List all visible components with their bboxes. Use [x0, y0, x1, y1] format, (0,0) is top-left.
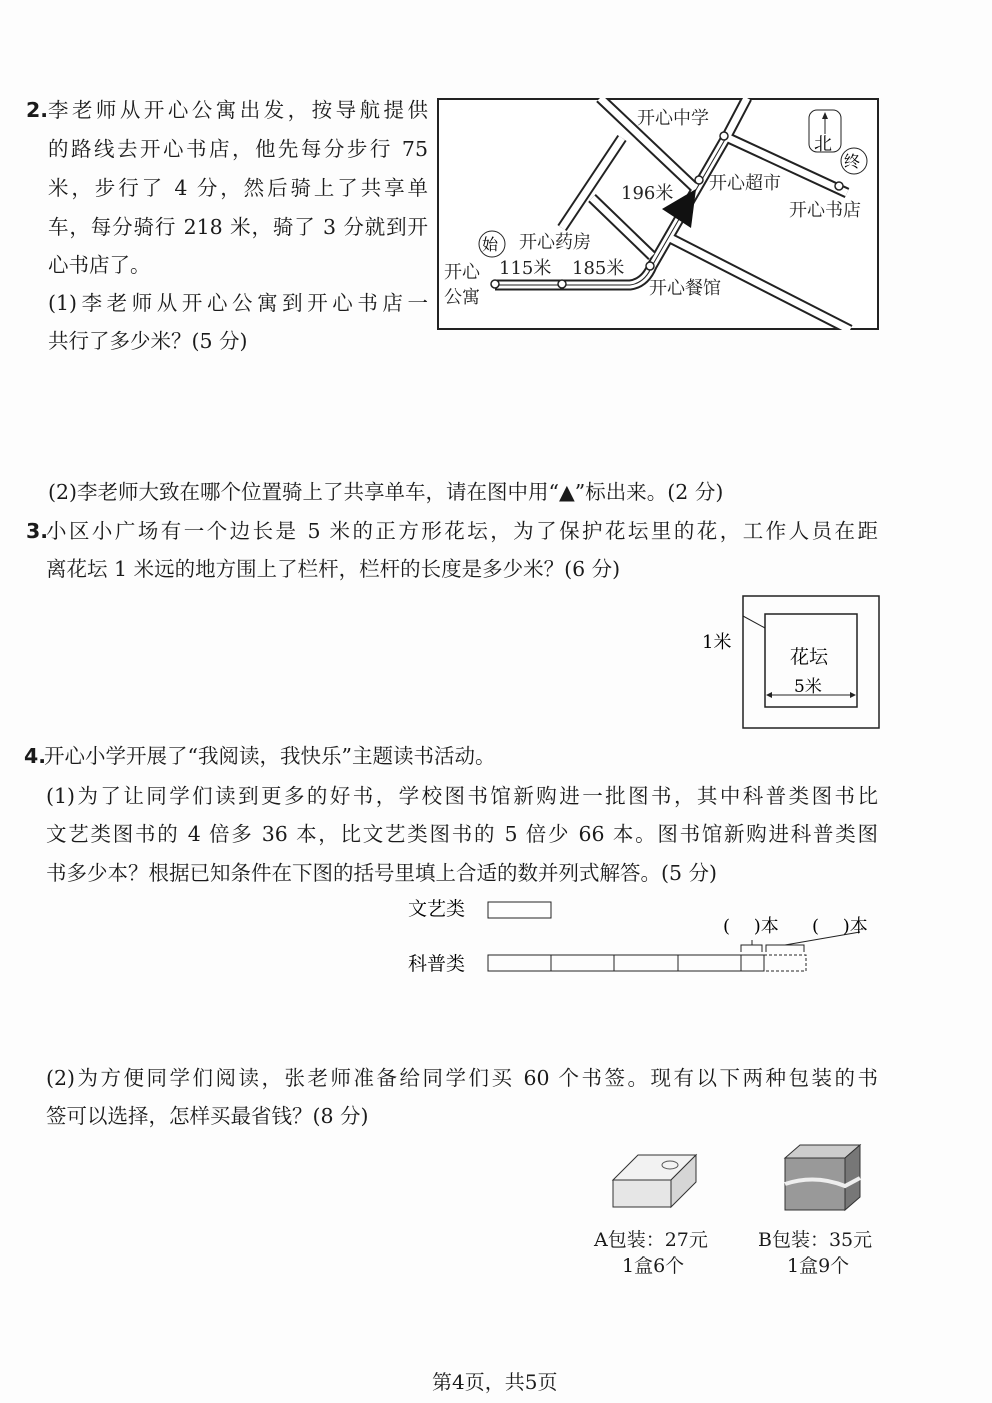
q3-number: 3.: [26, 519, 49, 543]
q2-text: 心书店了。: [48, 253, 151, 277]
q4-part2: (2)为方便同学们阅读，张老师准备给同学们买 60 个书签。现有以下两种包装的书: [46, 1066, 878, 1090]
package-b-price: B包装：35元: [758, 1229, 873, 1251]
package-a-qty: 1盒6个: [622, 1255, 685, 1277]
svg-text:开心书店: 开心书店: [789, 200, 861, 221]
q2-text: 米，步行了 4 分，然后骑上了共享单: [48, 176, 428, 200]
package-a-price: A包装：27元: [594, 1229, 708, 1251]
package-a-image: [608, 1145, 703, 1215]
q4-part1: 文艺类图书的 4 倍多 36 本，比文艺类图书的 5 倍少 66 本。图书馆新购进科普类图: [46, 822, 878, 846]
q2-text: 车，每分骑行 218 米，骑了 3 分就到开: [48, 215, 428, 239]
svg-text:开心中学: 开心中学: [637, 108, 709, 129]
q2-part1: 共行了多少米？(5 分): [48, 329, 248, 353]
page-footer: 第4页，共5页: [432, 1370, 558, 1394]
svg-text:开心餐馆: 开心餐馆: [649, 278, 721, 299]
svg-text:( )本: ( )本: [723, 916, 779, 937]
route-map: [437, 98, 879, 330]
flowerbed-figure: [700, 592, 885, 732]
svg-text:开心超市: 开心超市: [709, 173, 781, 194]
svg-text:终: 终: [844, 152, 861, 171]
svg-text:公寓: 公寓: [444, 287, 480, 308]
package-b-image: [780, 1140, 870, 1215]
q2-text: 李老师从开心公寓出发，按导航提供: [48, 98, 428, 122]
svg-text:196米: 196米: [621, 183, 674, 204]
bar-diagram: [400, 890, 890, 990]
svg-text:科普类: 科普类: [408, 953, 466, 975]
svg-text:1米: 1米: [702, 632, 732, 653]
svg-text:开心: 开心: [444, 262, 480, 283]
svg-text:( )本: ( )本: [812, 916, 868, 937]
q4-part1: 书多少本？根据已知条件在下图的括号里填上合适的数并列式解答。(5 分): [46, 861, 718, 885]
svg-text:花坛: 花坛: [790, 646, 829, 668]
svg-text:北: 北: [814, 134, 832, 155]
q4-part1: (1)为了让同学们读到更多的好书，学校图书馆新购进一批图书，其中科普类图书比: [46, 784, 878, 808]
q2-text: 的路线去开心书店，他先每分步行 75: [48, 137, 428, 161]
q3-text: 小区小广场有一个边长是 5 米的正方形花坛，为了保护花坛里的花，工作人员在距: [46, 519, 878, 543]
svg-text:文艺类: 文艺类: [408, 898, 466, 920]
svg-text:5米: 5米: [794, 677, 822, 697]
q2-part1: (1)李老师从开心公寓到开心书店一: [48, 291, 428, 315]
q3-text: 离花坛 1 米远的地方围上了栏杆，栏杆的长度是多少米？(6 分): [46, 557, 621, 581]
svg-text:115米: 115米: [499, 258, 552, 279]
q2-part2: (2)李老师大致在哪个位置骑上了共享单车，请在图中用“▲”标出来。(2 分): [48, 480, 724, 504]
q2-number: 2.: [26, 98, 49, 122]
package-b-qty: 1盒9个: [787, 1255, 850, 1277]
svg-text:185米: 185米: [572, 258, 625, 279]
svg-text:开心药房: 开心药房: [519, 232, 591, 253]
q4-part2: 签可以选择，怎样买最省钱？(8 分): [46, 1104, 369, 1128]
svg-text:始: 始: [482, 235, 499, 254]
q4-number: 4.: [24, 744, 47, 768]
q4-title: 开心小学开展了“我阅读，我快乐”主题读书活动。: [44, 744, 496, 768]
